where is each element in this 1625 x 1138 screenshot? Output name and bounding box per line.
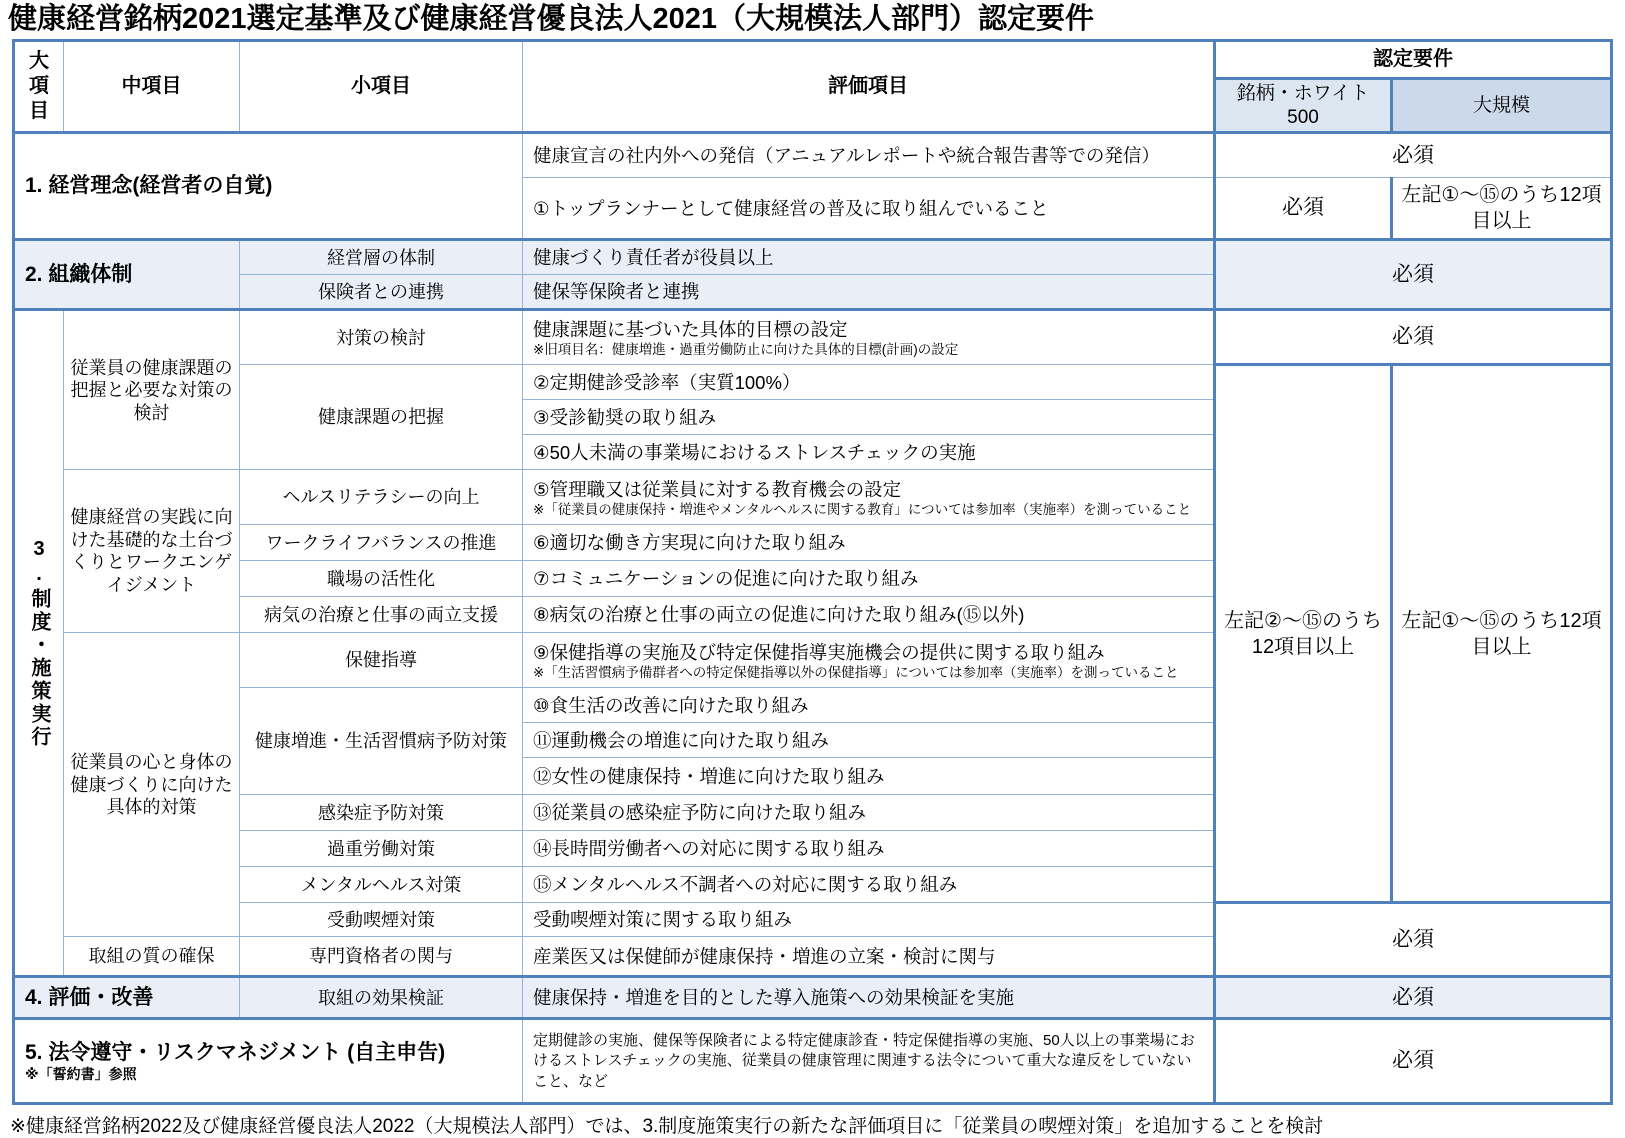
section3-req-large: 左記①～⑮のうち12項目以上 [1392, 365, 1612, 903]
section3-mid-concrete: 従業員の心と身体の健康づくりに向けた具体的対策 [64, 633, 240, 937]
section2-title: 2. 組織体制 [14, 240, 240, 310]
section3-eval-12: ⑫女性の健康保持・増進に向けた取り組み [523, 758, 1215, 795]
section2-req: 必須 [1215, 240, 1612, 310]
section3-small-judou: 受動喫煙対策 [240, 903, 523, 937]
section3-eval-goal [523, 310, 1215, 365]
header-eval-item: 評価項目 [523, 40, 1215, 133]
criteria-table [12, 39, 1613, 1106]
section3-req-goal: 必須 [1215, 310, 1612, 365]
section1-req-declaration: 必須 [1215, 133, 1612, 178]
section5-req: 必須 [1215, 1019, 1612, 1104]
section3-mid-base: 健康経営の実践に向けた基礎的な土台づくりとワークエンゲイジメント [64, 470, 240, 633]
eval-text: ⑨保健指導の実施及び特定保健指導実施機会の提供に関する取り組み [533, 641, 1105, 663]
section3-eval-14: ⑭長時間労働者への対応に関する取り組み [523, 831, 1215, 867]
section3-eval-05 [523, 470, 1215, 525]
section3-title-cell [14, 310, 64, 977]
section4-small: 取組の効果検証 [240, 977, 523, 1019]
section4-eval: 健康保持・増進を目的とした導入施策への効果検証を実施 [523, 977, 1215, 1019]
section3-small-hoken: 保健指導 [240, 633, 523, 688]
header-big-item: 大項目 [14, 40, 64, 133]
section3-mid-grasp: 従業員の健康課題の把握と必要な対策の検討 [64, 310, 240, 470]
section4-title: 4. 評価・改善 [14, 977, 240, 1019]
eval-note: ※旧項目名：健康増進・過重労働防止に向けた具体的目標(計画)の設定 [533, 342, 959, 358]
header-brand-white500: 銘柄・ホワイト500 [1215, 78, 1392, 133]
section3-small-senmon: 専門資格者の関与 [240, 937, 523, 977]
header-large-scale: 大規模 [1392, 78, 1612, 133]
section3-eval-06: ⑥適切な働き方実現に向けた取り組み [523, 525, 1215, 561]
section1-eval-toprunner: ①トップランナーとして健康経営の普及に取り組んでいること [523, 178, 1215, 240]
footnote: ※健康経営銘柄2022及び健康経営優良法人2022（大規模法人部門）では、3.制度施策実行の新たな評価項目に「従業員の喫煙対策」を追加することを検討 [10, 1116, 1324, 1138]
section3-eval-02: ②定期健診受診率（実質100%） [523, 365, 1215, 400]
section3-req-bottom: 必須 [1215, 903, 1612, 977]
section3-eval-13: ⑬従業員の感染症予防に向けた取り組み [523, 795, 1215, 831]
section5-title-cell [14, 1019, 523, 1104]
section3-title: 3.制度・施策実行 [28, 537, 50, 749]
header-cert-req: 認定要件 [1215, 40, 1612, 78]
section2-eval-insurer: 健保等保険者と連携 [523, 275, 1215, 310]
section2-small-insurer: 保険者との連携 [240, 275, 523, 310]
section3-eval-07: ⑦コミュニケーションの促進に向けた取り組み [523, 561, 1215, 597]
eval-text: ⑤管理職又は従業員に対する教育機会の設定 [533, 478, 902, 500]
section3-small-kadai: 健康課題の把握 [240, 365, 523, 470]
header-small-item: 小項目 [240, 40, 523, 133]
section2-eval-management: 健康づくり責任者が役員以上 [523, 240, 1215, 275]
eval-text: 健康課題に基づいた具体的目標の設定 [533, 319, 848, 341]
section3-eval-09 [523, 633, 1215, 688]
section3-small-kansen: 感染症予防対策 [240, 795, 523, 831]
section3-small-zoushin: 健康増進・生活習慣病予防対策 [240, 688, 523, 795]
section3-eval-03: ③受診勧奨の取り組み [523, 400, 1215, 435]
section3-eval-smoke: 受動喫煙対策に関する取り組み [523, 903, 1215, 937]
section3-small-literacy: ヘルスリテラシーの向上 [240, 470, 523, 525]
section3-small-wlb: ワークライフバランスの推進 [240, 525, 523, 561]
section3-small-taisaku: 対策の検討 [240, 310, 523, 365]
section5-eval: 定期健診の実施、健保等保険者による特定健康診査・特定保健指導の実施、50人以上の事業場におけるストレスチェックの実施、従業員の健康管理に関連する法令について重大な違反をしていないこと、など [523, 1019, 1215, 1104]
section3-eval-08: ⑧病気の治療と仕事の両立の促進に向けた取り組み(⑮以外) [523, 597, 1215, 633]
section3-mid-quality: 取組の質の確保 [64, 937, 240, 977]
section3-eval-15: ⑮メンタルヘルス不調者への対応に関する取り組み [523, 867, 1215, 903]
eval-note: ※「従業員の健康保持・増進やメンタルヘルスに関する教育」については参加率（実施率）を測っていること [533, 501, 1192, 517]
section3-small-ryoritsu: 病気の治療と仕事の両立支援 [240, 597, 523, 633]
section3-eval-04: ④50人未満の事業場におけるストレスチェックの実施 [523, 435, 1215, 470]
section2-small-management: 経営層の体制 [240, 240, 523, 275]
section3-small-mental: メンタルヘルス対策 [240, 867, 523, 903]
eval-note: ※「生活習慣病予備群者への特定保健指導以外の保健指導」については参加率（実施率）を測っていること [533, 664, 1179, 680]
section3-eval-10: ⑩食生活の改善に向けた取り組み [523, 688, 1215, 723]
section1-req-large: 左記①～⑮のうち12項目以上 [1392, 178, 1612, 240]
section3-eval-sangyoui: 産業医又は保健師が健康保持・増進の立案・検討に関与 [523, 937, 1215, 977]
section4-req: 必須 [1215, 977, 1612, 1019]
page-title: 健康経営銘柄2021選定基準及び健康経営優良法人2021（大規模法人部門）認定要件 [8, 3, 1095, 35]
section1-req-brand: 必須 [1215, 178, 1392, 240]
section1-title: 1. 経営理念(経営者の自覚) [14, 133, 523, 240]
section3-small-workplace: 職場の活性化 [240, 561, 523, 597]
section5-note: ※「誓約書」参照 [25, 1065, 137, 1082]
header-mid-item: 中項目 [64, 40, 240, 133]
section3-req-brand: 左記②～⑮のうち12項目以上 [1215, 365, 1392, 903]
section3-eval-11: ⑪運動機会の増進に向けた取り組み [523, 723, 1215, 758]
section5-title: 5. 法令遵守・リスクマネジメント (自主申告) [25, 1041, 446, 1065]
section1-eval-declaration: 健康宣言の社内外への発信（アニュアルレポートや統合報告書等での発信） [523, 133, 1215, 178]
section3-small-kajuu: 過重労働対策 [240, 831, 523, 867]
